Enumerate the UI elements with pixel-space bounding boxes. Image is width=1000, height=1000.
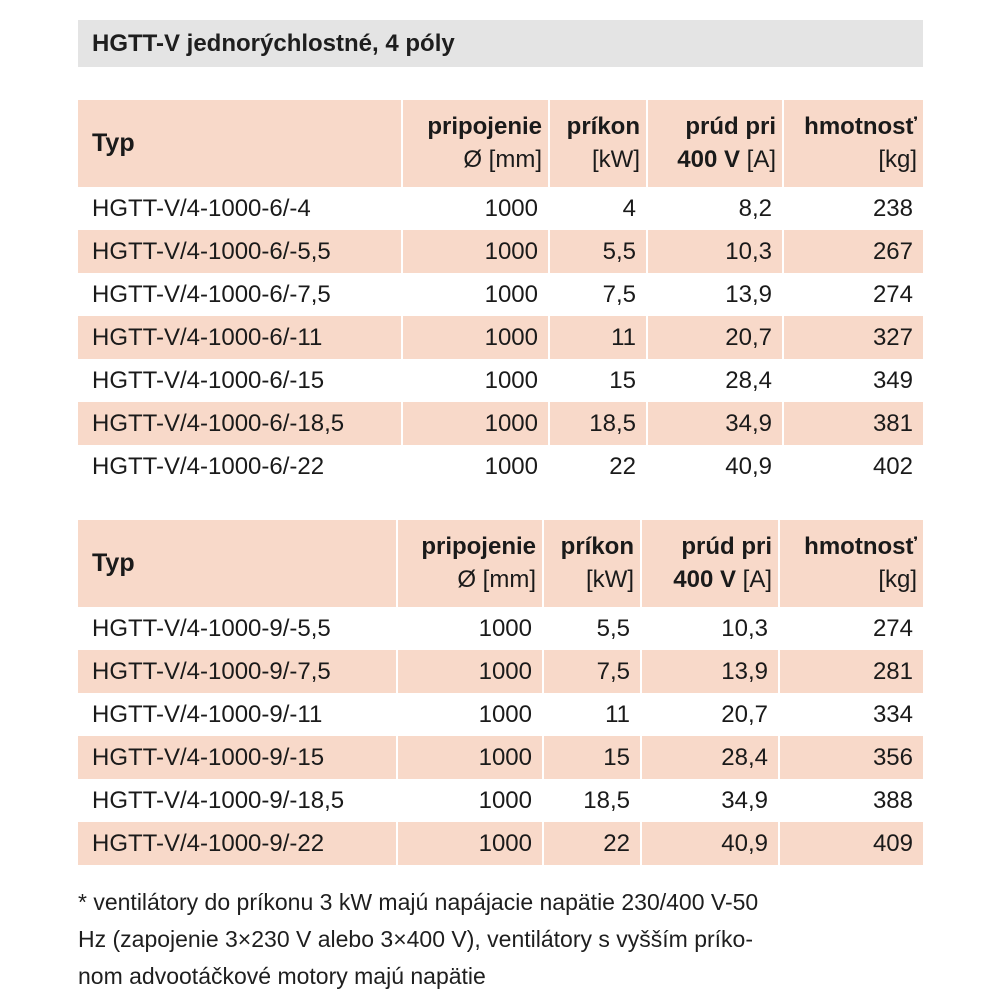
table-header-row — [78, 100, 923, 187]
cell-hmotnost: 281 — [780, 650, 923, 693]
header-hmotnost — [784, 100, 923, 187]
header-hmotnost-unit: [kg] — [878, 565, 917, 593]
footnote-line: Hz (zapojenie 3×230 V alebo 3×400 V), ventilátory s vyšším príko- — [78, 926, 754, 952]
cell-pripojenie: 1000 — [403, 187, 550, 230]
cell-typ: HGTT-V/4-1000-6/-5,5 — [78, 230, 403, 273]
table-row — [78, 693, 923, 736]
header-prud-unit: [A] — [746, 145, 776, 173]
cell-prud: 34,9 — [642, 779, 780, 822]
cell-typ: HGTT-V/4-1000-6/-4 — [78, 187, 403, 230]
cell-prikon: 11 — [544, 693, 642, 736]
footnote-line: nom advootáčkové motory majú napätie — [78, 963, 486, 989]
cell-pripojenie: 1000 — [398, 650, 544, 693]
header-pripojenie — [398, 520, 544, 607]
cell-hmotnost: 238 — [872, 194, 913, 222]
cell-pripojenie: 1000 — [403, 316, 550, 359]
spec-table-2 — [78, 520, 923, 865]
cell-typ: HGTT-V/4-1000-9/-11 — [78, 693, 398, 736]
cell-pripojenie: 1000 — [403, 230, 550, 273]
footnote-line: * ventilátory do príkonu 3 kW majú napájacie napätie 230/400 V-50 — [78, 889, 759, 915]
header-hmotnost-label: hmotnosť — [804, 533, 917, 561]
cell-prikon: 18,5 — [544, 779, 642, 822]
table-row — [78, 359, 923, 402]
cell-typ: HGTT-V/4-1000-9/-5,5 — [78, 607, 398, 650]
header-prud-label: prúd pri — [685, 113, 776, 141]
header-prikon-label: príkon — [566, 113, 640, 141]
header-pripojenie-unit: Ø [mm] — [457, 565, 536, 593]
cell-prud: 40,9 — [642, 822, 780, 865]
cell-hmotnost: 267 — [784, 230, 923, 273]
cell-typ: HGTT-V/4-1000-9/-18,5 — [78, 779, 398, 822]
table-row — [78, 402, 923, 445]
header-hmotnost-label: hmotnosť — [804, 113, 917, 141]
footnote — [78, 884, 938, 995]
header-prud-voltage-line — [648, 144, 776, 176]
cell-pripojenie: 1000 — [403, 445, 550, 488]
cell-prud: 13,9 — [642, 650, 780, 693]
header-prikon-unit: [kW] — [586, 565, 634, 593]
header-typ: Typ — [78, 520, 398, 607]
table-row — [78, 650, 923, 693]
cell-prikon: 22 — [550, 445, 648, 488]
cell-prud: 20,7 — [642, 693, 780, 736]
table-row — [78, 230, 923, 273]
cell-prikon: 22 — [544, 822, 642, 865]
cell-prud: 34,9 — [648, 402, 784, 445]
cell-prikon: 15 — [550, 359, 648, 402]
cell-pripojenie: 1000 — [398, 822, 544, 865]
cell-typ: HGTT-V/4-1000-9/-7,5 — [78, 650, 398, 693]
cell-pripojenie: 1000 — [398, 693, 544, 736]
cell-hmotnost: 409 — [780, 822, 923, 865]
cell-prud: 20,7 — [648, 316, 784, 359]
header-typ: Typ — [78, 100, 403, 187]
cell-typ: HGTT-V/4-1000-9/-22 — [78, 822, 398, 865]
cell-hmotnost: 349 — [872, 366, 913, 394]
cell-pripojenie: 1000 — [403, 402, 550, 445]
cell-typ: HGTT-V/4-1000-6/-11 — [78, 316, 403, 359]
cell-prud: 10,3 — [642, 607, 780, 650]
cell-hmotnost: 334 — [872, 700, 913, 728]
table-row — [78, 779, 923, 822]
header-pripojenie-label: pripojenie — [427, 113, 542, 141]
cell-typ: HGTT-V/4-1000-6/-18,5 — [78, 402, 403, 445]
cell-prikon: 7,5 — [550, 273, 648, 316]
cell-pripojenie: 1000 — [403, 359, 550, 402]
section-title: HGTT-V jednorýchlostné, 4 póly — [78, 20, 923, 67]
header-pripojenie-label: pripojenie — [421, 533, 536, 561]
table-row — [78, 187, 923, 230]
table-row — [78, 822, 923, 865]
header-prud-unit: [A] — [742, 565, 772, 593]
header-prikon — [544, 520, 642, 607]
header-prikon-label: príkon — [560, 533, 634, 561]
spec-table-1 — [78, 100, 923, 488]
header-prikon-unit: [kW] — [592, 145, 640, 173]
cell-hmotnost: 327 — [784, 316, 923, 359]
header-prud-voltage: 400 V — [673, 565, 736, 593]
cell-typ: HGTT-V/4-1000-9/-15 — [78, 736, 398, 779]
cell-hmotnost: 381 — [784, 402, 923, 445]
cell-prikon: 4 — [550, 187, 648, 230]
table-row — [78, 736, 923, 779]
cell-prud: 40,9 — [648, 445, 784, 488]
header-hmotnost-unit: [kg] — [878, 145, 917, 173]
cell-prikon: 7,5 — [544, 650, 642, 693]
header-pripojenie-unit: Ø [mm] — [463, 145, 542, 173]
header-prud — [642, 520, 780, 607]
header-prikon — [550, 100, 648, 187]
header-prud-voltage-line — [642, 564, 772, 596]
cell-typ: HGTT-V/4-1000-6/-7,5 — [78, 273, 403, 316]
cell-pripojenie: 1000 — [398, 779, 544, 822]
cell-hmotnost: 274 — [872, 614, 913, 642]
cell-prud: 28,4 — [642, 736, 780, 779]
cell-hmotnost: 356 — [780, 736, 923, 779]
cell-typ: HGTT-V/4-1000-6/-15 — [78, 359, 403, 402]
cell-pripojenie: 1000 — [403, 273, 550, 316]
cell-prikon: 5,5 — [550, 230, 648, 273]
table-row — [78, 273, 923, 316]
cell-hmotnost: 388 — [872, 786, 913, 814]
table-header-row — [78, 520, 923, 607]
cell-prikon: 15 — [544, 736, 642, 779]
header-pripojenie — [403, 100, 550, 187]
header-hmotnost — [780, 520, 923, 607]
cell-prikon: 11 — [550, 316, 648, 359]
table-row — [78, 316, 923, 359]
cell-typ: HGTT-V/4-1000-6/-22 — [78, 445, 403, 488]
cell-hmotnost: 402 — [872, 452, 913, 480]
cell-pripojenie: 1000 — [398, 607, 544, 650]
header-prud — [648, 100, 784, 187]
cell-prud: 13,9 — [648, 273, 784, 316]
cell-prikon: 18,5 — [550, 402, 648, 445]
table-row — [78, 445, 923, 488]
cell-prikon: 5,5 — [544, 607, 642, 650]
cell-prud: 8,2 — [648, 187, 784, 230]
cell-hmotnost: 274 — [872, 280, 913, 308]
header-prud-voltage: 400 V — [677, 145, 740, 173]
cell-pripojenie: 1000 — [398, 736, 544, 779]
cell-prud: 10,3 — [648, 230, 784, 273]
header-prud-label: prúd pri — [681, 533, 772, 561]
cell-prud: 28,4 — [648, 359, 784, 402]
table-row — [78, 607, 923, 650]
